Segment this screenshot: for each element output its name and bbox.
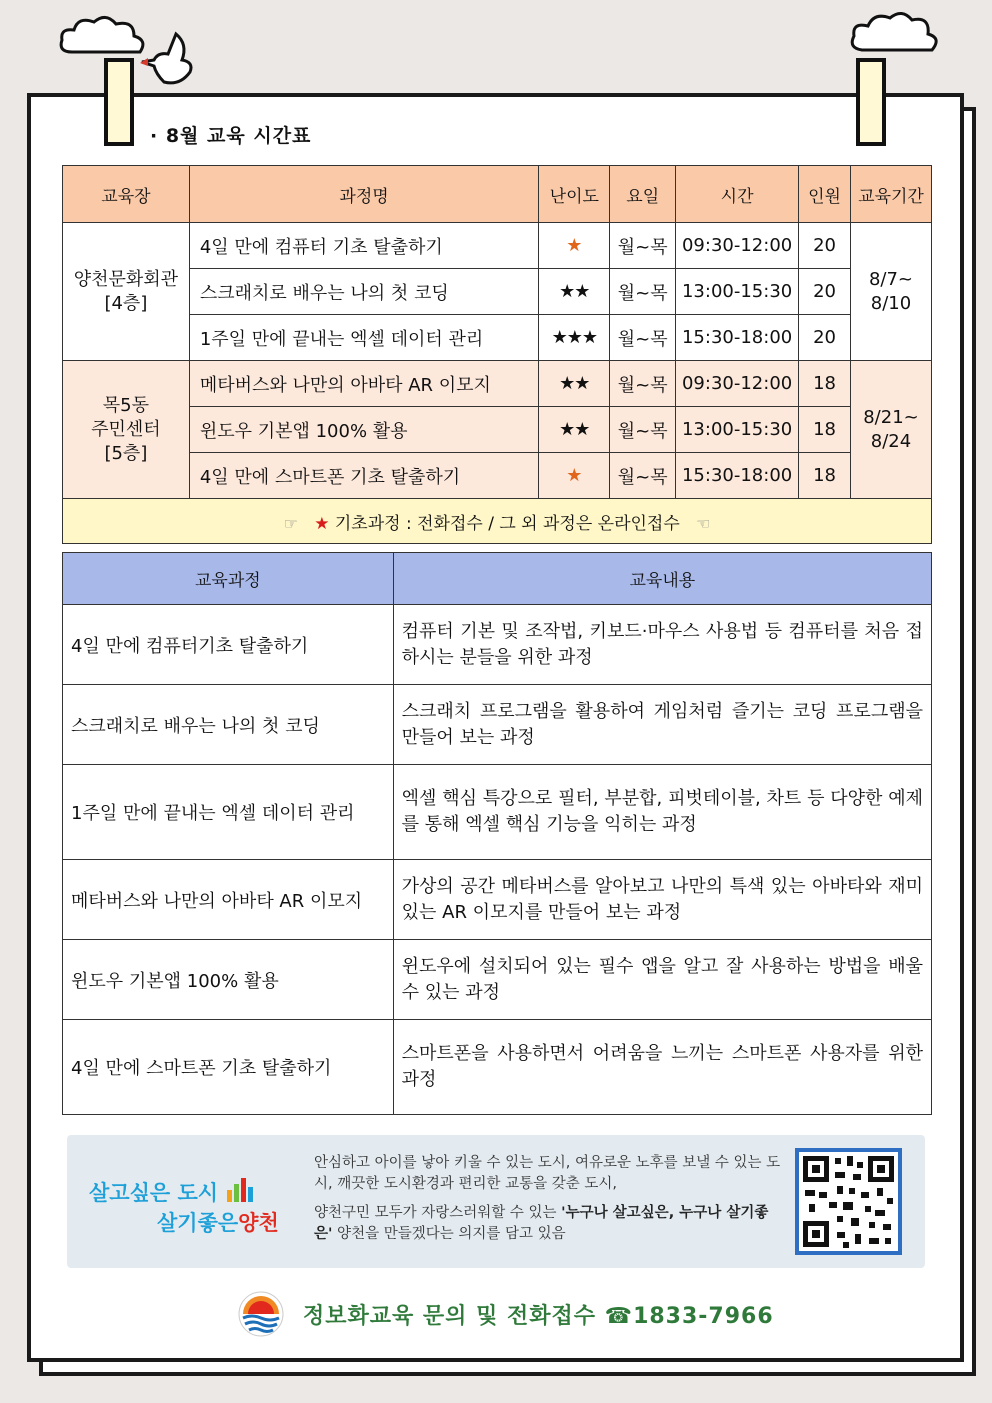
time: 13:00-15:30: [676, 269, 799, 315]
schedule-header-row: [63, 166, 932, 223]
course-name: 윈도우 기본앱 100% 활용: [189, 407, 539, 453]
level-stars: ★: [539, 453, 610, 499]
detail-description: 엑셀 핵심 특강으로 필터, 부분합, 피벗테이블, 차트 등 다양한 예제를 통해 엑셀 핵심 기능을 익히는 과정: [393, 765, 931, 860]
course-name: 4일 만에 컴퓨터 기초 탈출하기: [189, 223, 539, 269]
detail-course: 4일 만에 스마트폰 기초 탈출하기: [63, 1020, 394, 1115]
level-stars: ★★: [539, 269, 610, 315]
table-row: [63, 605, 932, 685]
course-name: 스크래치로 배우는 나의 첫 코딩: [189, 269, 539, 315]
level-stars: ★★: [539, 361, 610, 407]
clip-left: [104, 58, 134, 146]
header-cell: 교육내용: [393, 553, 931, 605]
header-cell: 인원: [799, 166, 851, 223]
table-row: [63, 940, 932, 1020]
slogan-banner: [67, 1135, 925, 1268]
detail-description: 컴퓨터 기본 및 조작법, 키보드·마우스 사용법 등 컴퓨터를 처음 접하시는 분들을 위한 과정: [393, 605, 931, 685]
qr-code-icon[interactable]: [795, 1148, 902, 1255]
venue-name: 주민센터: [91, 418, 161, 440]
level-stars: ★★: [539, 407, 610, 453]
note-text: 기초과정 : 전화접수 / 그 외 과정은 온라인접수: [334, 513, 680, 534]
time: 09:30-12:00: [676, 361, 799, 407]
table-row: [63, 685, 932, 765]
days: 월~목: [610, 361, 676, 407]
time: 13:00-15:30: [676, 407, 799, 453]
contact-footer: [237, 1290, 797, 1338]
slogan-logo-line2: [157, 1207, 279, 1237]
period-start: 8/7~: [868, 268, 914, 290]
logo-text: 살기좋은: [157, 1211, 239, 1235]
people: 20: [799, 269, 851, 315]
registration-note-row: [63, 499, 932, 544]
blurb-text: 양천구민 모두가 자랑스러워할 수 있는: [314, 1205, 562, 1221]
contact-text: 정보화교육 문의 및 전화접수 ☎1833-7966: [303, 1304, 774, 1329]
days: 월~목: [610, 407, 676, 453]
slogan-logo-line1: [89, 1177, 253, 1207]
header-cell: 요일: [610, 166, 676, 223]
logo-text: 도시: [177, 1181, 219, 1205]
cloud-right-icon: [846, 8, 946, 62]
table-row: [63, 765, 932, 860]
table-row: [63, 361, 932, 407]
header-cell: 과정명: [189, 166, 539, 223]
days: 월~목: [610, 315, 676, 361]
blurb-line: [314, 1203, 784, 1245]
detail-description: 스마트폰을 사용하면서 어려움을 느끼는 스마트폰 사용자를 위한 과정: [393, 1020, 931, 1115]
detail-course: 스크래치로 배우는 나의 첫 코딩: [63, 685, 394, 765]
table-row: [63, 453, 932, 499]
slogan-description: [314, 1153, 784, 1245]
blurb-text: 양천을 만들겠다는 의지를 담고 있음: [332, 1226, 566, 1242]
registration-note: [63, 499, 932, 544]
venue-cell: [63, 223, 190, 361]
detail-description: 윈도우에 설치되어 있는 필수 앱을 알고 잘 사용하는 방법을 배울 수 있는 과정: [393, 940, 931, 1020]
logo-text: 양천: [238, 1211, 279, 1235]
page-title: · 8월 교육 시간표: [150, 125, 312, 147]
period-cell: [850, 361, 931, 499]
table-row: [63, 860, 932, 940]
people: 18: [799, 361, 851, 407]
people: 20: [799, 223, 851, 269]
logo-text: 살고싶은: [89, 1181, 178, 1205]
detail-description: 스크래치 프로그램을 활용하여 게임처럼 즐기는 코딩 프로그램을 만들어 보는 과정: [393, 685, 931, 765]
header-cell: 시간: [676, 166, 799, 223]
days: 월~목: [610, 453, 676, 499]
venue-name: 목5동: [102, 394, 150, 416]
table-row: [63, 1020, 932, 1115]
detail-course: 메타버스와 나만의 아바타 AR 이모지: [63, 860, 394, 940]
table-row: [63, 269, 932, 315]
detail-description: 가상의 공간 메타버스를 알아보고 나만의 특색 있는 아바타와 재미있는 AR 이모지를 만들어 보는 과정: [393, 860, 931, 940]
header-cell: 교육기간: [850, 166, 931, 223]
course-name: 1주일 만에 끝내는 엑셀 데이터 관리: [189, 315, 539, 361]
detail-course: 윈도우 기본앱 100% 활용: [63, 940, 394, 1020]
table-row: [63, 315, 932, 361]
blurb-emphasis: '누구나 살고싶은, 누구나 살기좋은': [314, 1205, 769, 1242]
district-emblem-icon: [237, 1290, 285, 1338]
people: 20: [799, 315, 851, 361]
building-bars-icon: [225, 1178, 253, 1202]
venue-cell: [63, 361, 190, 499]
hand-pointing-right-icon: ☞: [283, 513, 298, 533]
level-stars: ★★★: [539, 315, 610, 361]
schedule-table: [62, 165, 932, 544]
blurb-line: 안심하고 아이를 낳아 키울 수 있는 도시, 여유로운 노후를 보낼 수 있는 도시, 깨끗한 도시환경과 편리한 교통을 갖춘 도시,: [314, 1155, 781, 1192]
table-row: [63, 223, 932, 269]
course-name: 메타버스와 나만의 아바타 AR 이모지: [189, 361, 539, 407]
period-cell: [850, 223, 931, 361]
course-detail-table: [62, 552, 932, 1115]
days: 월~목: [610, 269, 676, 315]
detail-course: 4일 만에 컴퓨터기초 탈출하기: [63, 605, 394, 685]
period-end: 8/24: [870, 430, 912, 452]
header-cell: 교육과정: [63, 553, 394, 605]
period-end: 8/10: [870, 292, 912, 314]
time: 09:30-12:00: [676, 223, 799, 269]
star-icon: ★: [314, 513, 330, 534]
header-cell: 교육장: [63, 166, 190, 223]
venue-floor: [5층]: [104, 442, 148, 464]
header-cell: 난이도: [539, 166, 610, 223]
people: 18: [799, 407, 851, 453]
people: 18: [799, 453, 851, 499]
days: 월~목: [610, 223, 676, 269]
venue-floor: [4층]: [104, 292, 148, 314]
course-name: 4일 만에 스마트폰 기초 탈출하기: [189, 453, 539, 499]
detail-course: 1주일 만에 끝내는 엑셀 데이터 관리: [63, 765, 394, 860]
bird-icon: [136, 30, 198, 90]
table-row: [63, 407, 932, 453]
detail-header-row: [63, 553, 932, 605]
time: 15:30-18:00: [676, 315, 799, 361]
level-stars: ★: [539, 223, 610, 269]
hand-pointing-left-icon: ☜: [695, 513, 711, 533]
time: 15:30-18:00: [676, 453, 799, 499]
period-start: 8/21~: [863, 406, 919, 428]
clip-right: [856, 58, 886, 146]
venue-name: 양천문화회관: [73, 268, 179, 290]
